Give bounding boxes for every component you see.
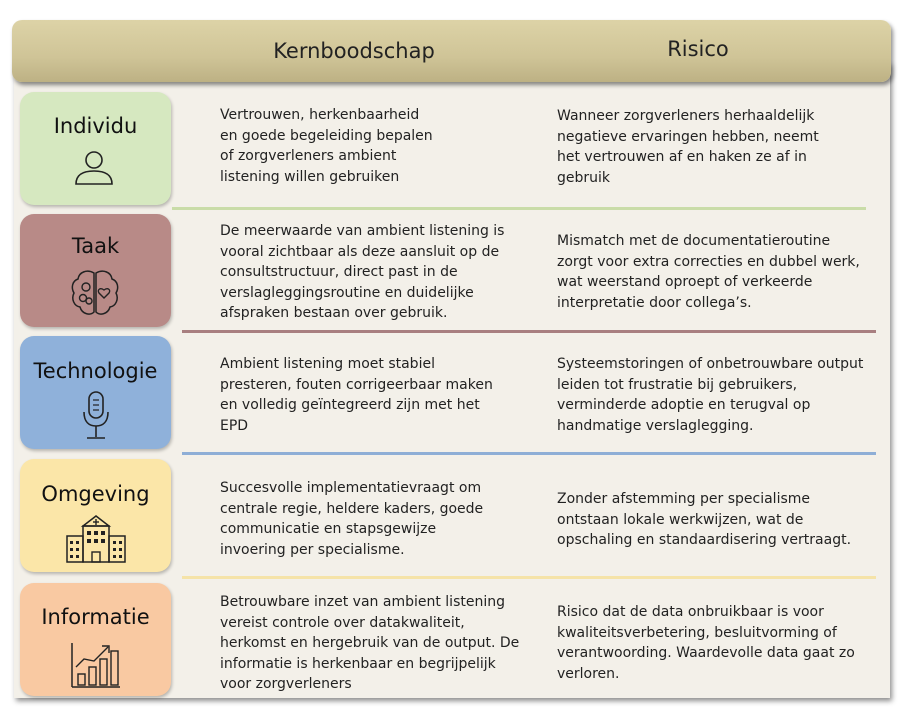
tile-technologie <box>20 336 171 449</box>
row-omgeving-message: Succesvolle implementatievraagt om centrale regie, heldere kaders, goede communicatie en stapsgewijze invoering per specialisme. <box>220 480 484 558</box>
tile-informatie <box>20 583 171 696</box>
tile-taak <box>20 214 171 327</box>
tile-label: Technologie <box>33 359 158 383</box>
row-technologie-risk: Systeemstoringen of onbetrouwbare output leiden tot frustratie bij gebruikers, verminderde adoptie en terugval op handmatige verslaglegging. <box>557 356 864 434</box>
tile-label: Taak <box>71 234 120 258</box>
tile-label: Informatie <box>41 605 150 629</box>
row-separator <box>182 452 876 455</box>
table-header <box>12 20 891 82</box>
row-informatie-risk: Risico dat de data onbruikbaar is voor kwaliteitsverbetering, besluitvorming of verantwoording. Waardevolle data gaat zo verloren. <box>557 604 855 682</box>
row-taak-risk: Mismatch met de documentatieroutine zorgt voor extra correcties en dubbel werk, wat weerstand oproept of verkeerde interpretatie door collega’s. <box>557 233 860 311</box>
header-risk: Risico <box>667 37 729 61</box>
row-separator <box>182 576 876 579</box>
tile-omgeving <box>20 459 171 572</box>
tile-label: Omgeving <box>41 482 150 506</box>
row-separator <box>172 207 866 210</box>
brain-icon <box>69 268 121 318</box>
bar-chart-icon <box>70 641 122 689</box>
row-individu-message: Vertrouwen, herkenbaarheid en goede begeleiding bepalen of zorgverleners ambient listening willen gebruiken <box>220 107 433 185</box>
row-omgeving-risk: Zonder afstemming per specialisme ontstaan lokale werkwijzen, wat de opschaling en standaardisering vertraagt. <box>557 491 852 548</box>
header-key-message: Kernboodschap <box>273 39 435 63</box>
microphone-icon <box>80 390 112 442</box>
tile-label: Individu <box>53 114 138 138</box>
row-technologie-message: Ambient listening moet stabiel presteren, fouten corrigeerbaar maken en volledig geïntegreerd zijn met het EPD <box>220 356 493 434</box>
tile-individu <box>20 92 171 205</box>
row-informatie-message: Betrouwbare inzet van ambient listening vereist controle over datakwaliteit, herkomst en hergebruik van de output. De informatie is herkenbaar en begrijpelijk voor zorgverleners <box>220 594 520 692</box>
row-separator <box>182 330 876 333</box>
row-individu-risk: Wanneer zorgverleners herhaaldelijk negatieve ervaringen hebben, neemt het vertrouwen af en haken ze af in gebruik <box>557 108 819 186</box>
person-icon <box>74 150 114 186</box>
row-taak-message: De meerwaarde van ambient listening is vooral zichtbaar als deze aansluit op de consultstructuur, direct past in de verslagleggingsroutine en duidelijke afspraken bestaan over gebruik. <box>220 223 505 321</box>
hospital-icon <box>65 514 127 564</box>
